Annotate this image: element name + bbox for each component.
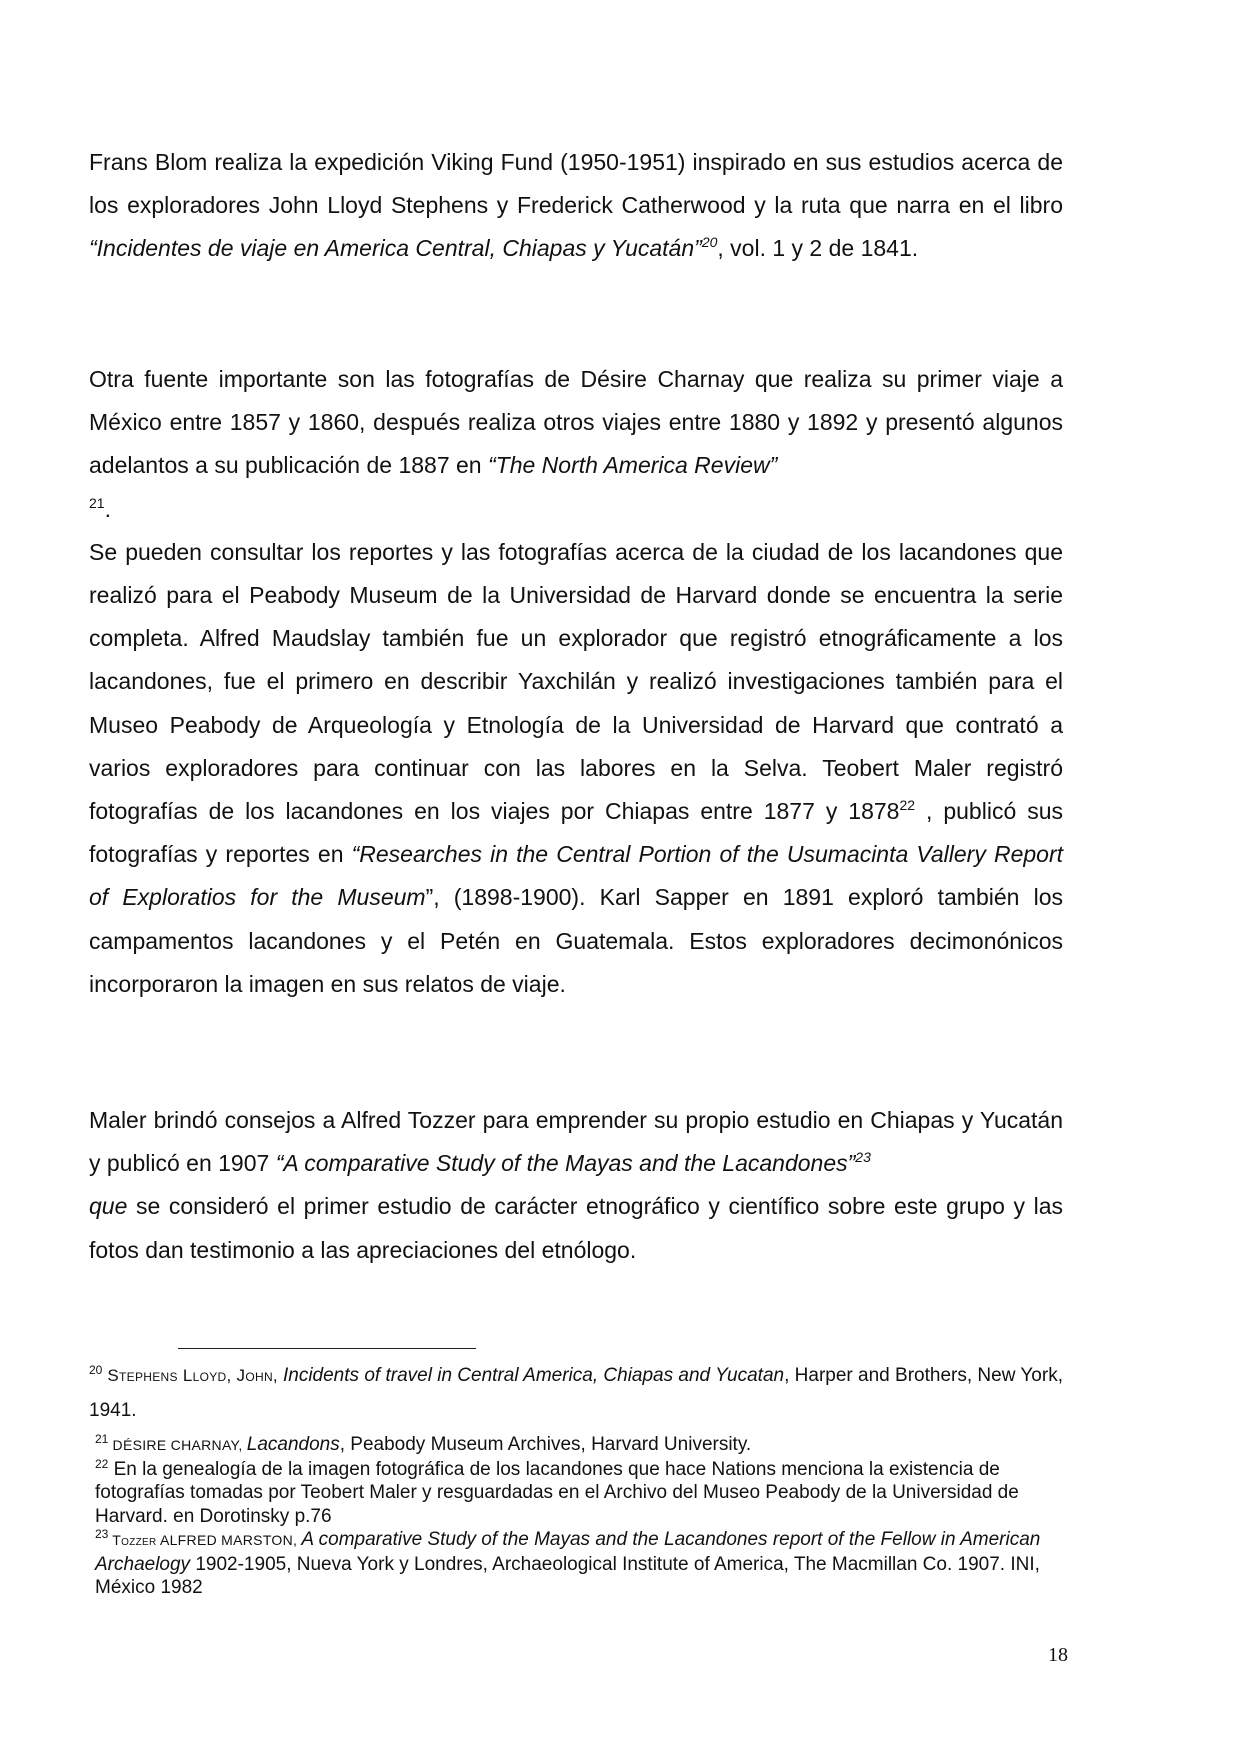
footnote-21-rest: , Peabody Museum Archives, Harvard University. [339, 1434, 752, 1455]
paragraph-3-text: Maler brindó consejos a Alfred Tozzer para emprender su propio estudio en Chiapas y Yucatán y publicó en 1907 [89, 1107, 1063, 1177]
footnote-ref-23[interactable]: 23 [855, 1149, 871, 1166]
footnote-23-title: A comparative Study of the Mayas and the Lacandones report of the Fellow in American Archaelogy [95, 1529, 1041, 1575]
footnote-ref-21[interactable]: 21 [89, 494, 105, 511]
footnote-separator [178, 1348, 476, 1349]
page-number: 18 [1048, 1644, 1068, 1666]
book-title-incidentes: “Incidentes de viaje en America Central, Chiapas y Yucatán” [89, 235, 702, 262]
paragraph-1-tail: , vol. 1 y 2 de 1841. [717, 235, 919, 262]
footnote-20-author: Stephens Lloyd, John, [102, 1366, 283, 1385]
footnote-20-rest: , Harper and Brothers, New York, 1941. [89, 1365, 1063, 1421]
footnote-ref-22[interactable]: 22 [899, 797, 916, 814]
paragraph-1-text: Frans Blom realiza la expedición Viking Fund (1950-1951) inspirado en sus estudios acerca de los exploradores John Lloyd Stephens y Frederick Catherwood y la ruta que narra en el libro [89, 149, 1063, 219]
paragraph-3-italic-que: que [89, 1193, 128, 1220]
footnote-21 [95, 1433, 1065, 1458]
footnotes-21-23 [95, 1433, 1065, 1600]
footnote-23 [95, 1528, 1065, 1600]
footnote-23-rest: 1902-1905, Nueva York y Londres, Archaeological Institute of America, The Macmillan Co. 1907. INI, México 1982 [95, 1553, 1040, 1598]
study-title-comparative: “A comparative Study of the Mayas and the Lacandones” [275, 1150, 856, 1177]
footnote-22-number: 22 [95, 1456, 109, 1471]
footnote-ref-20[interactable]: 20 [701, 234, 718, 251]
footnote-21-number: 21 [95, 1432, 109, 1446]
paragraph-2-tail: ”, (1898-1900). Karl Sapper en 1891 exploró también los campamentos lacandones y el Petén en Guatemala. Estos exploradores decimonónicos incorporaron la imagen en sus relatos de viaje. [89, 884, 1063, 997]
footnote-23-number: 23 [95, 1527, 109, 1541]
footnote-21-title: Lacandons [246, 1434, 340, 1455]
paragraph-2-continued: Se pueden consultar los reportes y las fotografías acerca de la ciudad de los lacandones que realizó para el Peabody Museum de la Universidad de Harvard donde se encuentra la serie completa. Alfred Maudslay también fue un explorador que registró etnográficamente a los lacandones, fue el primero en describir Yaxchilán y realizó investigaciones también para el Museo Peabody de Arqueología y Etnología de la Universidad de Harvard que contrató a varios exploradores para continuar con las labores en la Selva. Teobert Maler registró fotografías de los lacandones en los viajes por Chiapas entre 1877 y 1878 [89, 538, 1063, 825]
paragraph-2 [89, 358, 1063, 1006]
paragraph-2-text: Otra fuente importante son las fotografías de Désire Charnay que realiza su primer viaje a México entre 1857 y 1860, después realiza otros viajes entre 1880 y 1892 y presentó algunos adelantos a su publicación de 1887 en [89, 366, 1063, 479]
footnote-20 [89, 1358, 1063, 1428]
paragraph-2-period: . [104, 495, 111, 522]
paragraph-3 [89, 1099, 1063, 1272]
footnote-20-title: Incidents of travel in Central America, Chiapas and Yucatan [282, 1365, 785, 1386]
footnote-23-author: Tozzer ALFRED MARSTON, [108, 1532, 302, 1548]
paragraph-2-publico: , publicó sus fotografías y reportes en [89, 798, 1063, 868]
report-title-researches: “Researches in the Central Portion of the Usumacinta Vallery Report of Exploratios for the Museum [89, 841, 1063, 911]
footnote-22 [95, 1458, 1065, 1529]
paragraph-3-tail: se consideró el primer estudio de carácter etnográfico y científico sobre este grupo y las fotos dan testimonio a las apreciaciones del etnólogo. [89, 1193, 1063, 1263]
footnote-22-text: En la genealogía de la imagen fotográfica de los lacandones que hace Nations menciona la existencia de fotografías tomadas por Teobert Maler y resguardadas en el Archivo del Museo Peabody de la Universidad de Harvard. en Dorotinsky p.76 [95, 1458, 1019, 1527]
journal-title-north-america-review: “The North America Review” [487, 452, 778, 479]
footnote-20-number: 20 [89, 1363, 103, 1377]
footnote-21-author: DÉSIRE CHARNAY, [108, 1437, 247, 1453]
paragraph-1 [89, 141, 1063, 271]
